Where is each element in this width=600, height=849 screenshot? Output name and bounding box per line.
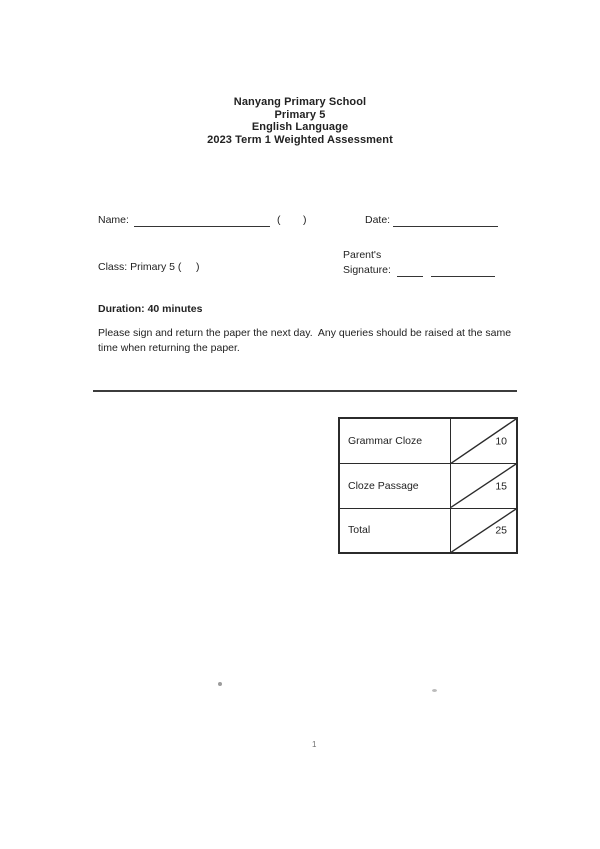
parent-signature-label-line2: Signature: — [343, 264, 391, 276]
marks-cell — [450, 419, 516, 463]
paper-header — [0, 96, 600, 146]
name-paren-close: ) — [303, 214, 307, 226]
assessment-title: 2023 Term 1 Weighted Assessment — [207, 133, 393, 146]
marks-cell — [450, 509, 516, 552]
date-blank-line — [393, 214, 498, 227]
class-label: Class: Primary 5 ( ) — [98, 261, 200, 273]
component-label: Total — [348, 524, 371, 537]
name-blank-line — [134, 214, 270, 227]
component-label: Grammar Cloze — [348, 435, 423, 448]
table-row — [340, 419, 516, 463]
marks-table — [338, 417, 518, 554]
signature-blank-line-long — [431, 264, 495, 277]
school-name: Nanyang Primary School — [233, 96, 367, 108]
subject-line: English Language — [251, 121, 349, 134]
level-line: Primary 5 — [274, 108, 326, 121]
signature-blank-line-short — [397, 264, 423, 277]
return-paper-note: Please sign and return the paper the next day. Any queries should be raised at the same time when returning the paper. — [98, 327, 514, 354]
table-row — [340, 508, 516, 552]
duration-text: Duration: 40 minutes — [98, 303, 203, 315]
name-label: Name: — [98, 214, 129, 226]
component-label: Cloze Passage — [348, 479, 419, 492]
max-marks-value: 15 — [495, 480, 507, 493]
scan-speck — [432, 689, 437, 692]
divider-line — [93, 390, 517, 392]
name-paren-open: ( — [277, 214, 281, 226]
max-marks-value: 10 — [495, 435, 507, 448]
scan-speck — [218, 682, 222, 686]
max-marks-value: 25 — [495, 524, 507, 537]
parent-signature-label-line1: Parent's — [343, 249, 382, 261]
table-row — [340, 463, 516, 507]
page-number: 1 — [312, 740, 317, 749]
marks-cell — [450, 464, 516, 507]
date-label: Date: — [365, 214, 391, 226]
